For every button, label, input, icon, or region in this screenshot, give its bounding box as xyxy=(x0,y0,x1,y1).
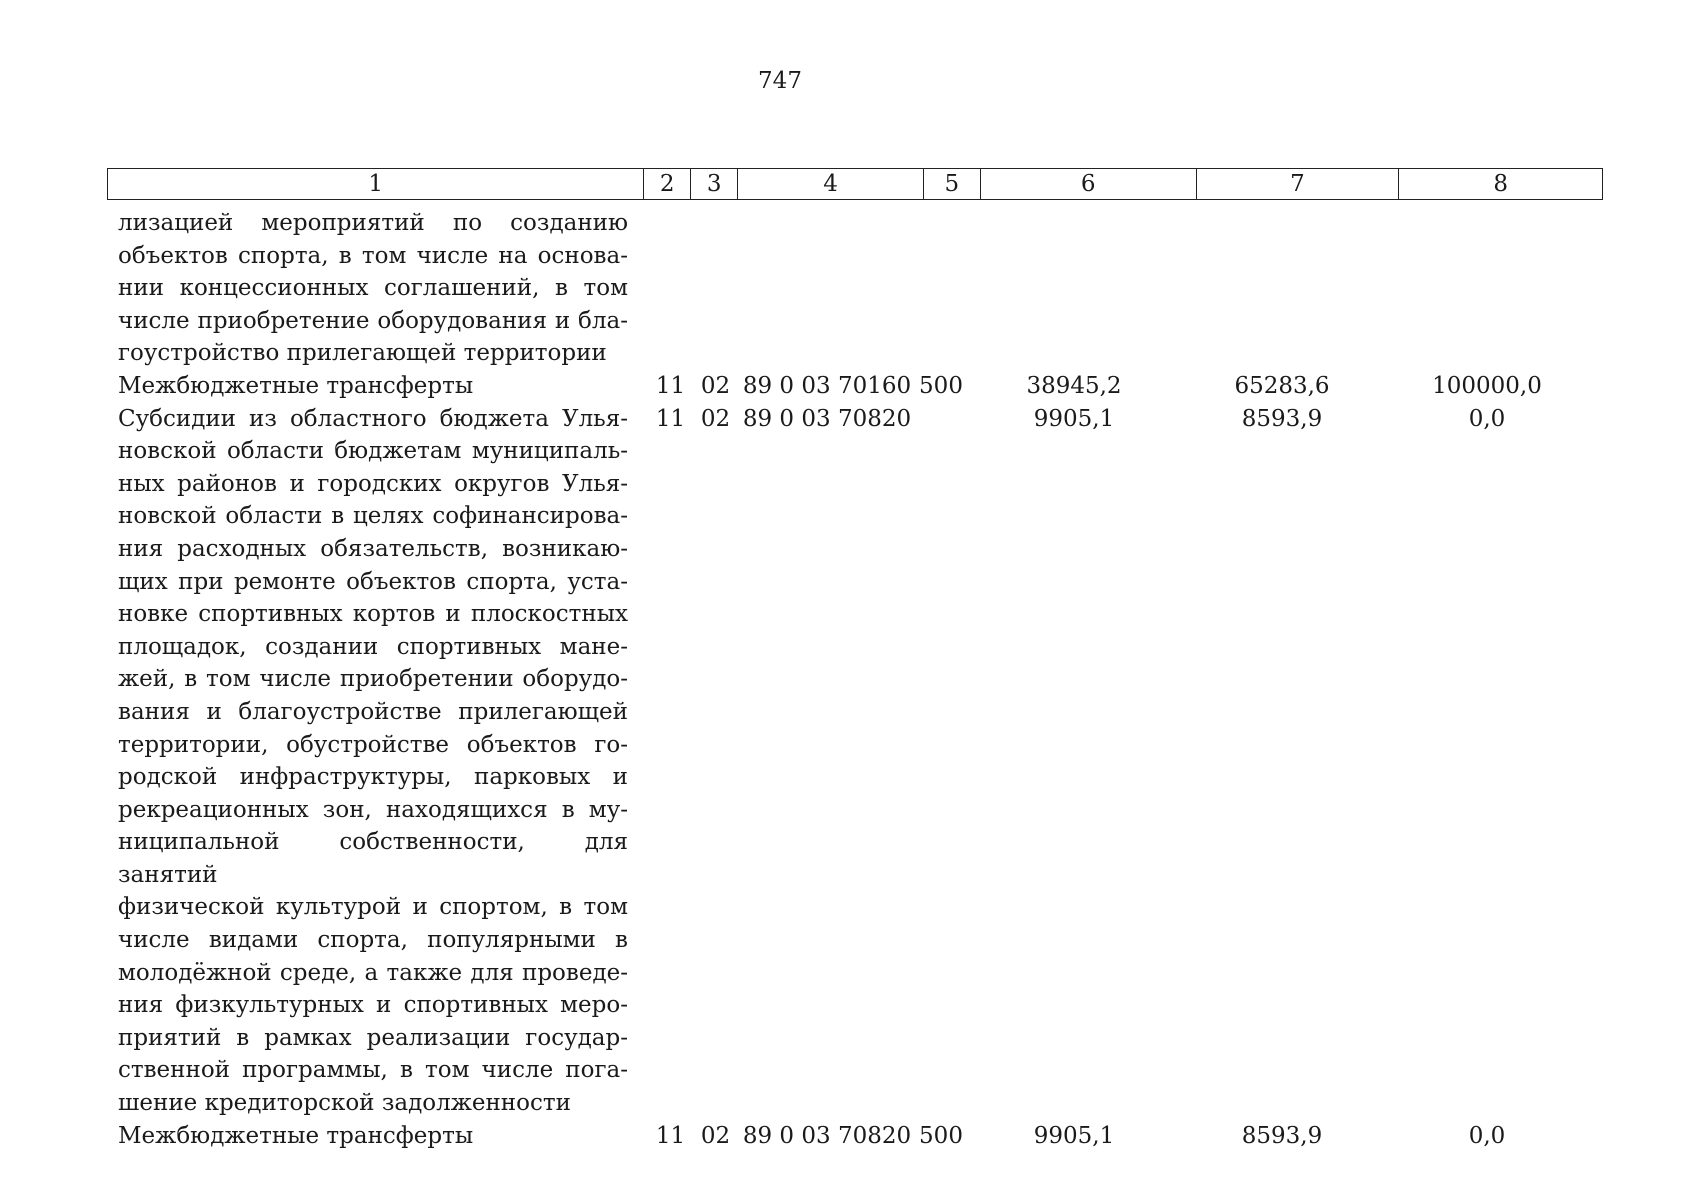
row-col-3: 02 xyxy=(700,1122,731,1149)
row-col-8: 0,0 xyxy=(1468,1122,1506,1149)
description-line: новке спортивных кортов и плоскостных xyxy=(118,601,628,628)
row-col-7: 65283,6 xyxy=(1234,372,1330,399)
table-row xyxy=(118,403,1618,1120)
description-line: территории, обустройстве объектов го- xyxy=(118,731,628,758)
row-col-7: 8593,9 xyxy=(1241,405,1323,432)
header-col-2: 2 xyxy=(644,169,691,199)
description-line: гоустройство прилегающей территории xyxy=(118,340,607,367)
description-line: Межбюджетные трансферты xyxy=(118,372,474,399)
row-col-6: 38945,2 xyxy=(1026,372,1122,399)
description-line: ных районов и городских округов Улья- xyxy=(118,470,628,497)
page-number: 747 xyxy=(758,68,802,94)
description-line: шение кредиторской задолженности xyxy=(118,1090,571,1117)
row-col-3: 02 xyxy=(700,372,731,399)
header-col-5: 5 xyxy=(924,169,981,199)
header-col-6: 6 xyxy=(981,169,1197,199)
description-line: нии концессионных соглашений, в том xyxy=(118,275,628,302)
row-col-6: 9905,1 xyxy=(1033,1122,1115,1149)
description-line: физической культурой и спортом, в том xyxy=(118,894,628,921)
row-col-3: 02 xyxy=(700,405,731,432)
description-line: числе приобретение оборудования и бла- xyxy=(118,307,628,334)
description-line: площадок, создании спортивных мане- xyxy=(118,633,628,660)
row-col-4: 89 0 03 70820 xyxy=(742,405,912,432)
header-col-7: 7 xyxy=(1197,169,1400,199)
row-col-5: 500 xyxy=(919,1122,963,1149)
row-col-6: 9905,1 xyxy=(1033,405,1115,432)
description-line: ниципальной собственности, для занятий xyxy=(118,829,628,888)
description-line: новской области в целях софинансирова- xyxy=(118,503,628,530)
description-line: Субсидии из областного бюджета Улья- xyxy=(118,405,628,432)
table-row xyxy=(118,207,1618,370)
description-line: приятий в рамках реализации государ- xyxy=(118,1024,628,1051)
description-line: рекреационных зон, находящихся в му- xyxy=(118,796,628,823)
row-col-2: 11 xyxy=(655,372,686,399)
row-col-8: 0,0 xyxy=(1468,405,1506,432)
row-col-2: 11 xyxy=(655,405,686,432)
row-description xyxy=(118,403,628,1120)
description-line: ственной программы, в том числе пога- xyxy=(118,1057,628,1084)
table-body xyxy=(118,207,1618,1152)
description-line: новской области бюджетам муниципаль- xyxy=(118,438,628,465)
row-col-7: 8593,9 xyxy=(1241,1122,1323,1149)
row-col-4: 89 0 03 70160 xyxy=(742,372,912,399)
header-col-8: 8 xyxy=(1493,171,1508,197)
description-line: числе видами спорта, популярными в xyxy=(118,927,628,954)
description-line: лизацией мероприятий по созданию xyxy=(118,210,628,236)
header-col-1: 1 xyxy=(108,169,644,199)
table-header xyxy=(107,168,1603,200)
header-col-4: 4 xyxy=(738,169,924,199)
description-line: жей, в том числе приобретении оборудо- xyxy=(118,666,628,693)
description-line: Межбюджетные трансферты xyxy=(118,1122,474,1149)
row-description xyxy=(118,1120,628,1153)
description-line: вания и благоустройстве прилегающей xyxy=(118,698,628,725)
description-line: объектов спорта, в том числе на основа- xyxy=(118,242,628,269)
description-line: ния физкультурных и спортивных меро- xyxy=(118,992,628,1019)
description-line: щих при ремонте объектов спорта, уста- xyxy=(118,568,628,595)
row-col-5: 500 xyxy=(919,372,963,399)
row-col-8: 100000,0 xyxy=(1432,372,1542,399)
row-description xyxy=(118,207,628,370)
description-line: ния расходных обязательств, возникаю- xyxy=(118,535,628,562)
header-col-3: 3 xyxy=(691,169,738,199)
row-col-4: 89 0 03 70820 xyxy=(742,1122,912,1149)
row-description xyxy=(118,370,628,403)
table-row xyxy=(118,370,1618,403)
description-line: родской инфраструктуры, парковых и xyxy=(118,764,628,791)
table-row xyxy=(118,1120,1618,1153)
row-col-2: 11 xyxy=(655,1122,686,1149)
description-line: молодёжной среде, а также для проведе- xyxy=(118,959,628,986)
